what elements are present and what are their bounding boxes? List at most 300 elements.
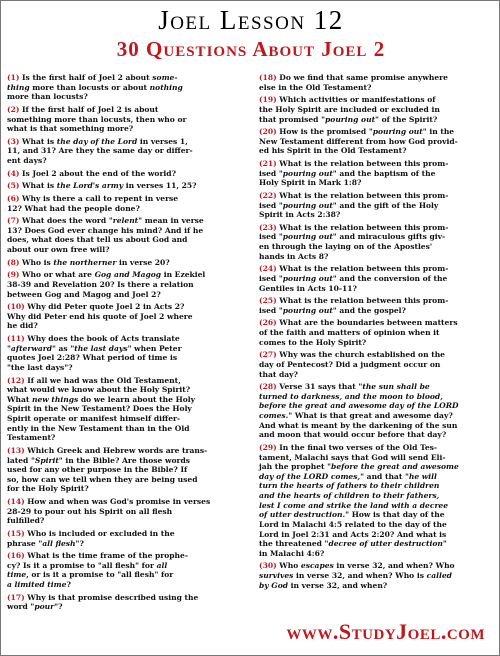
question-text: If the first half of Joel 2 is about xyxy=(22,104,159,114)
question-text: and the gospel? xyxy=(336,305,406,315)
question-item xyxy=(7,302,243,331)
question-item xyxy=(259,95,495,124)
question-text: How is the promised xyxy=(279,127,369,137)
question-line xyxy=(259,370,495,380)
question-text: some- xyxy=(152,73,178,82)
question-text: And what is meant by the darkening of the sun xyxy=(259,420,458,430)
question-line xyxy=(259,191,495,201)
question-item xyxy=(7,334,243,373)
question-text: Lord in Malachi 4:5 related to the day of the xyxy=(259,519,447,529)
question-line xyxy=(7,433,243,443)
question-number: (28) xyxy=(259,382,280,392)
question-item xyxy=(7,105,243,134)
question-text: Is the first half of Joel 2 about xyxy=(22,73,153,82)
question-text: in verses 11, 25? xyxy=(123,181,197,191)
question-text: of the Spirit? xyxy=(378,114,438,124)
question-line xyxy=(7,507,243,517)
question-number: (3) xyxy=(7,136,23,146)
question-line xyxy=(259,264,495,274)
question-text: Which activities or manifestations of xyxy=(279,95,436,105)
question-text: in verse 32, and when? Who is xyxy=(293,571,427,580)
question-line xyxy=(259,392,495,402)
question-text: "pouring out" xyxy=(278,168,337,178)
question-item xyxy=(259,296,495,315)
question-item xyxy=(7,593,243,612)
question-text: What is the time frame of the prophe- xyxy=(27,551,188,561)
question-text: phrase xyxy=(7,538,39,548)
question-number: (7) xyxy=(7,216,23,226)
question-line xyxy=(7,226,243,236)
question-text: all xyxy=(156,560,168,570)
question-text: what is that something more? xyxy=(7,124,134,134)
question-text: a limited time xyxy=(7,580,67,589)
question-item xyxy=(259,127,495,156)
question-item xyxy=(259,191,495,220)
question-text: Gog and Magog xyxy=(94,270,162,280)
question-line xyxy=(7,484,243,494)
question-line xyxy=(7,83,243,93)
question-text: 28-29 to pour out his Spirit on all flesh xyxy=(7,506,173,516)
question-item xyxy=(7,194,243,213)
question-line xyxy=(7,529,243,539)
question-number: (29) xyxy=(259,442,280,452)
question-text: "the last days"? xyxy=(7,362,73,372)
question-text: "afterward" xyxy=(7,343,56,353)
question-number: (23) xyxy=(259,222,280,232)
question-line xyxy=(259,520,495,530)
question-line xyxy=(7,465,243,475)
question-text: escapes xyxy=(300,561,334,571)
question-line xyxy=(7,446,243,456)
question-text: by God xyxy=(259,580,289,590)
question-text: comes to the Holy Spirit? xyxy=(259,337,367,347)
question-text: lest I come and strike the land with a decree xyxy=(259,500,449,510)
question-text: between Gog and Magog and Joel 2? xyxy=(7,289,161,299)
question-line xyxy=(7,334,243,344)
question-line xyxy=(7,376,243,386)
question-line xyxy=(7,475,243,485)
question-text: so, how can we tell when they are being used xyxy=(7,474,198,484)
question-line xyxy=(259,421,495,431)
question-text: time xyxy=(7,570,27,580)
questions-left-column xyxy=(7,73,243,615)
question-line xyxy=(7,353,243,363)
question-text: about our own free will? xyxy=(7,245,110,254)
question-line xyxy=(7,245,243,255)
question-text: ently in the New Testament than in the Old xyxy=(7,423,190,433)
question-number: (2) xyxy=(7,104,23,114)
question-line xyxy=(259,491,495,501)
question-text: jah the prophet xyxy=(259,462,328,472)
question-text: new things xyxy=(31,394,79,404)
question-line xyxy=(7,456,243,466)
question-number: (9) xyxy=(7,270,23,280)
question-line xyxy=(259,382,495,392)
question-text: the northerner xyxy=(53,257,117,267)
question-line xyxy=(7,602,243,612)
question-text: What is xyxy=(22,181,57,191)
question-text: Do we find that same promise anywhere xyxy=(279,73,448,82)
question-item xyxy=(7,181,243,191)
question-text: ent days? xyxy=(7,156,47,165)
question-line xyxy=(259,242,495,252)
question-item xyxy=(259,350,495,379)
question-line xyxy=(7,385,243,395)
question-number: (20) xyxy=(259,127,280,137)
question-line xyxy=(259,306,495,316)
question-text: quotes Joel 2:28? What period of time is xyxy=(7,353,178,363)
question-text: Testament? xyxy=(7,433,56,443)
question-item xyxy=(259,443,495,559)
question-line xyxy=(7,312,243,322)
question-line xyxy=(7,363,243,373)
question-line xyxy=(259,115,495,125)
question-text: in Ezekiel xyxy=(161,270,206,280)
question-text: Which Greek and Hebrew words are trans- xyxy=(27,445,208,455)
question-text: that day? xyxy=(259,369,298,379)
question-item xyxy=(7,446,243,494)
question-text: turned to darkness, and the moon to blood, xyxy=(259,391,443,401)
question-line xyxy=(259,443,495,453)
question-line xyxy=(7,137,243,147)
question-line xyxy=(7,570,243,580)
question-text: what would we know about the Holy Spirit? xyxy=(7,385,191,395)
question-line xyxy=(259,530,495,540)
question-number: (5) xyxy=(7,181,23,191)
question-line xyxy=(259,73,495,83)
question-line xyxy=(7,593,243,603)
question-text: What xyxy=(7,394,32,404)
question-text: called xyxy=(426,571,452,580)
question-text: "the last days" xyxy=(70,343,132,353)
question-text: Holy Spirit in Mark 1:8? xyxy=(259,178,362,188)
question-text: What is the relation between this prom- xyxy=(279,264,449,274)
question-text: "Spirit" xyxy=(30,455,63,465)
question-text: and miraculous gifts giv- xyxy=(336,232,446,242)
question-item xyxy=(7,169,243,179)
question-line xyxy=(259,350,495,360)
question-item xyxy=(7,73,243,102)
question-text: ised xyxy=(259,273,279,283)
question-text: Spirit operate or manifest himself differ- xyxy=(7,414,181,423)
question-line xyxy=(259,95,495,105)
question-text: "before the great and awesome xyxy=(327,462,459,472)
question-item xyxy=(7,529,243,548)
question-line xyxy=(259,105,495,115)
question-text: thing xyxy=(7,82,30,92)
question-line xyxy=(259,178,495,188)
question-text: and the conversion of the xyxy=(336,273,448,283)
question-line xyxy=(259,453,495,463)
question-text: and that xyxy=(364,471,405,481)
question-item xyxy=(7,376,243,443)
question-text: in the xyxy=(426,127,455,137)
question-line xyxy=(7,105,243,115)
question-text: the day of the Lord xyxy=(56,136,138,146)
question-number: (14) xyxy=(7,497,28,506)
question-text: "pouring out" xyxy=(278,200,337,210)
question-number: (24) xyxy=(259,264,280,274)
question-number: (25) xyxy=(259,296,280,306)
question-item xyxy=(259,159,495,188)
question-line xyxy=(7,194,243,204)
question-line xyxy=(7,270,243,280)
question-text: Why does the book of Acts translate xyxy=(27,334,180,343)
question-text: What is xyxy=(22,136,57,146)
question-text: Who xyxy=(279,561,301,571)
question-line xyxy=(7,561,243,571)
question-line xyxy=(7,516,243,526)
question-number: (16) xyxy=(7,551,28,561)
question-number: (17) xyxy=(7,592,28,602)
question-text: What is the relation between this prom- xyxy=(279,222,449,232)
question-text: the threatened xyxy=(259,539,325,549)
question-text: ised xyxy=(259,200,279,210)
question-text: Why did Peter quote Joel 2 in Acts 2? xyxy=(27,302,185,312)
question-text: What is the relation between this prom- xyxy=(279,190,449,200)
question-line xyxy=(259,274,495,284)
question-item xyxy=(7,551,243,590)
question-line xyxy=(7,539,243,549)
question-text: "pour" xyxy=(30,602,59,612)
question-text: in verse 20? xyxy=(116,257,170,267)
question-text: cy? Is it a promise to "all flesh" for xyxy=(7,560,157,570)
question-text: fulfilled? xyxy=(7,516,45,526)
question-line xyxy=(259,549,495,559)
question-line xyxy=(7,204,243,214)
question-text: Is Joel 2 about the end of the world? xyxy=(22,168,176,178)
question-number: (26) xyxy=(259,318,280,328)
question-text: How is that day of the xyxy=(349,510,445,520)
question-number: (11) xyxy=(7,334,28,343)
question-text: "relent" xyxy=(108,216,143,226)
question-text: "the sun shall be xyxy=(358,382,430,392)
question-text: and the baptism of the xyxy=(336,168,436,178)
question-line xyxy=(7,290,243,300)
question-line xyxy=(259,169,495,179)
question-number: (22) xyxy=(259,190,280,200)
question-text: day of the LORD comes," xyxy=(259,471,365,481)
question-line xyxy=(259,83,495,93)
question-text: Who or what are xyxy=(22,270,95,280)
question-text: does, what does that tell us about God and xyxy=(7,235,188,245)
question-text: What is the relation between this prom- xyxy=(279,296,449,306)
question-line xyxy=(259,539,495,549)
question-line xyxy=(7,302,243,312)
question-text: and the hearts of children to their fathers, xyxy=(259,491,440,500)
question-line xyxy=(7,235,243,245)
question-text: word xyxy=(7,602,31,612)
question-text: that promised xyxy=(259,114,322,124)
question-line xyxy=(7,146,243,156)
question-item xyxy=(259,561,495,590)
question-text: of the faith and matters of opinion when it xyxy=(259,328,440,337)
question-text: New Testament different from how God provid- xyxy=(259,136,458,146)
question-line xyxy=(259,430,495,440)
question-text: and moon that would occur before that day? xyxy=(259,430,447,440)
question-text: lated xyxy=(7,455,31,465)
question-text: What does the word xyxy=(22,216,109,226)
question-text: and the gift of the Holy xyxy=(336,200,439,210)
question-text: 11, and 31? Are they the same day or differ- xyxy=(7,146,193,156)
question-text: nothing xyxy=(149,82,183,92)
question-text: ? xyxy=(58,602,63,612)
question-text: in verse 32, and when? Who xyxy=(333,561,455,571)
question-line xyxy=(259,201,495,211)
question-text: comes." xyxy=(259,411,293,420)
question-text: the Holy Spirit are included or excluded in xyxy=(259,104,440,114)
question-text: "pouring out" xyxy=(278,232,337,242)
question-number: (1) xyxy=(7,73,23,82)
question-line xyxy=(259,252,495,262)
question-text: in Malachi 4:6? xyxy=(259,548,325,558)
question-text: Spirit in the New Testament? Does the Holy xyxy=(7,404,192,414)
question-line xyxy=(7,404,243,414)
question-text: "pouring out" xyxy=(368,127,427,137)
question-line xyxy=(7,92,243,102)
question-text: "pouring out" xyxy=(321,114,379,124)
question-line xyxy=(259,401,495,411)
question-line xyxy=(7,258,243,268)
question-text: ised xyxy=(259,232,279,242)
question-text: of utter destruction." xyxy=(259,510,350,520)
question-text: 12? What had the people done? xyxy=(7,203,140,213)
question-line xyxy=(259,210,495,220)
question-text: when Peter xyxy=(131,343,182,353)
question-text: in verse 32, and when? xyxy=(288,580,388,590)
question-line xyxy=(259,581,495,591)
question-text: How and when was God's promise in verses xyxy=(27,497,211,506)
question-line xyxy=(259,510,495,520)
question-number: (6) xyxy=(7,193,23,203)
question-line xyxy=(259,571,495,581)
question-item xyxy=(7,216,243,255)
question-text: for the Holy Spirit? xyxy=(7,484,89,494)
question-text: Why is there a call to repent in verse xyxy=(22,193,179,203)
question-text: In the final two verses of the Old Tes- xyxy=(279,442,438,452)
question-line xyxy=(259,338,495,348)
question-text: survives xyxy=(259,571,294,580)
question-text: What are the boundaries between matters xyxy=(279,318,458,328)
question-number: (21) xyxy=(259,159,280,168)
question-text: Why did Peter end his quote of Joel 2 where xyxy=(7,311,193,321)
question-number: (8) xyxy=(7,257,23,267)
question-text: "pouring out" xyxy=(278,305,337,315)
question-line xyxy=(259,296,495,306)
question-item xyxy=(7,258,243,268)
question-line xyxy=(259,462,495,472)
question-item xyxy=(259,264,495,293)
question-text: more than locusts? xyxy=(7,92,88,102)
question-item xyxy=(259,223,495,262)
page-title: Joel Lesson 12 xyxy=(158,5,344,35)
question-line xyxy=(7,216,243,226)
question-item xyxy=(259,382,495,440)
question-text: ed his Spirit in the Old Testament? xyxy=(259,146,407,156)
question-line xyxy=(259,127,495,137)
question-line xyxy=(259,328,495,338)
question-line xyxy=(7,115,243,125)
question-text: before the great and awesome day of the LORD xyxy=(259,401,459,411)
question-line xyxy=(7,580,243,590)
question-text: in the Bible? Are those words xyxy=(62,455,190,465)
question-text: Lord in Joel 2:31 and Acts 2:20? And what is xyxy=(259,529,447,539)
question-text: Spirit in Acts 2:38? xyxy=(259,210,341,220)
question-line xyxy=(259,284,495,294)
question-line xyxy=(7,156,243,166)
question-line xyxy=(7,414,243,424)
question-text: en through the laying on of the Apostles' xyxy=(259,242,433,251)
question-item xyxy=(259,73,495,92)
question-line xyxy=(259,561,495,571)
question-number: (12) xyxy=(7,375,28,385)
question-number: (10) xyxy=(7,302,28,312)
question-text: "decree of utter destruction" xyxy=(324,539,447,549)
question-text: else in the Old Testament? xyxy=(259,82,372,92)
question-line xyxy=(259,146,495,156)
question-item xyxy=(7,137,243,166)
question-item xyxy=(259,318,495,347)
question-text: he did? xyxy=(7,321,38,331)
question-text: ? xyxy=(79,538,84,548)
question-text: What is that great and awesome day? xyxy=(292,411,453,420)
question-text: Who is included or excluded in the xyxy=(27,528,175,538)
question-text: do we learn about the Holy xyxy=(78,394,195,404)
question-line xyxy=(7,551,243,561)
question-line xyxy=(7,280,243,290)
question-item xyxy=(7,497,243,526)
question-text: more than locusts or about xyxy=(29,82,150,92)
question-text: , or is it a promise to "all flesh" for xyxy=(26,570,174,580)
question-number: (4) xyxy=(7,168,23,178)
question-line xyxy=(7,344,243,354)
question-text: 38-39 and Revelation 20? Is there a relation xyxy=(7,279,194,289)
question-text: 13? Does God ever change his mind? And if he xyxy=(7,225,204,235)
question-text: Why was the church established on the xyxy=(279,350,445,360)
question-line xyxy=(259,360,495,370)
question-text: "pouring out" xyxy=(278,273,337,283)
question-line xyxy=(7,321,243,331)
questions-right-column xyxy=(259,73,495,593)
question-text: Gentiles in Acts 10-11? xyxy=(259,283,357,293)
question-text: day of Pentecost? Did a judgment occur on xyxy=(259,359,441,369)
question-line xyxy=(7,169,243,179)
question-number: (13) xyxy=(7,445,28,455)
question-text: Who is xyxy=(22,257,54,267)
question-line xyxy=(259,223,495,233)
question-text: turn the hearts of fathers to their children xyxy=(259,481,440,491)
question-line xyxy=(7,124,243,134)
question-number: (27) xyxy=(259,350,280,360)
question-number: (18) xyxy=(259,73,280,82)
question-number: (19) xyxy=(259,95,280,105)
question-line xyxy=(7,73,243,83)
question-text: What is the relation between this prom- xyxy=(279,159,449,168)
question-line xyxy=(259,232,495,242)
question-line xyxy=(259,159,495,169)
question-line xyxy=(7,497,243,507)
question-text: the Lord's army xyxy=(56,181,124,191)
question-text: in verses 1, xyxy=(137,136,188,146)
question-text: used for any other purpose in the Bible? If xyxy=(7,465,188,475)
question-text: hands in Acts 8? xyxy=(259,251,329,261)
question-text: something more than locusts, then who or xyxy=(7,114,187,124)
question-text: mean in verse xyxy=(142,216,204,226)
question-line xyxy=(259,137,495,147)
page-subtitle: 30 Questions About Joel 2 xyxy=(116,37,386,61)
question-text: as xyxy=(55,343,71,353)
question-line xyxy=(7,395,243,405)
